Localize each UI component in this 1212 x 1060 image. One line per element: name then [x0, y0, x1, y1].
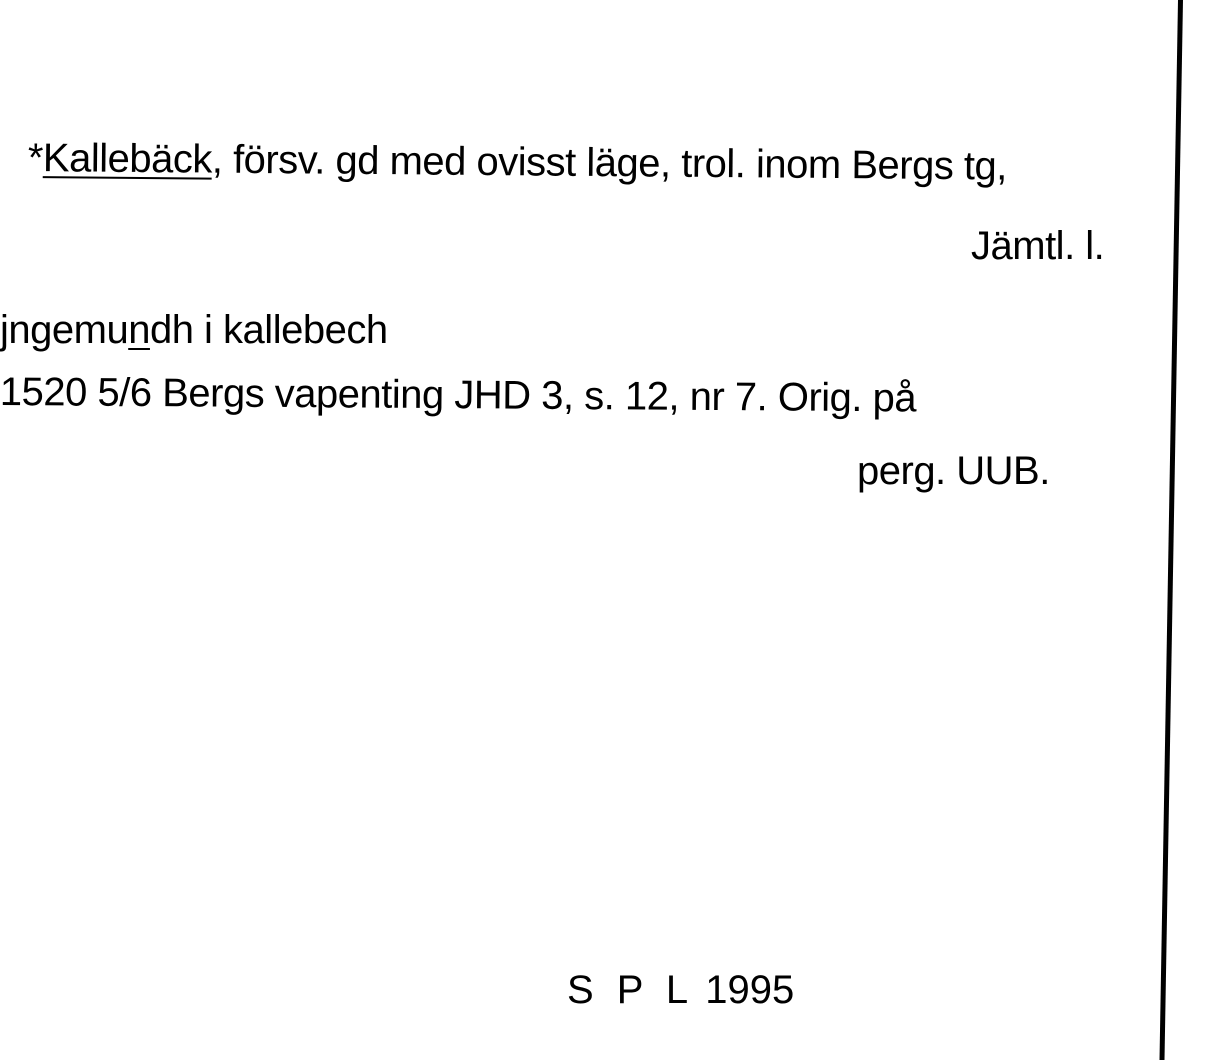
- signature-initials: S P L: [567, 968, 695, 1012]
- historical-form: [0, 310, 388, 350]
- signature-year: 1995: [705, 968, 795, 1012]
- region-text: Jämtl. l.: [971, 224, 1105, 268]
- form-part-1: jngemu: [0, 308, 129, 352]
- asterisk-marker: *: [27, 136, 44, 181]
- heading-line: [28, 138, 1007, 187]
- place-description: , försv. gd med ovisst läge, trol. inom Bergs tg,: [211, 137, 1008, 189]
- form-part-underlined: n: [128, 308, 150, 352]
- place-name: Kallebäck: [42, 136, 213, 182]
- form-part-3: dh i kallebech: [149, 308, 388, 352]
- signature: [567, 970, 794, 1010]
- source-reference-continued: perg. UUB.: [857, 449, 1050, 493]
- card-edge-line: [1159, 0, 1183, 1060]
- source-reference: 1520 5/6 Bergs vapenting JHD 3, s. 12, nr 7. Orig. på: [0, 370, 917, 421]
